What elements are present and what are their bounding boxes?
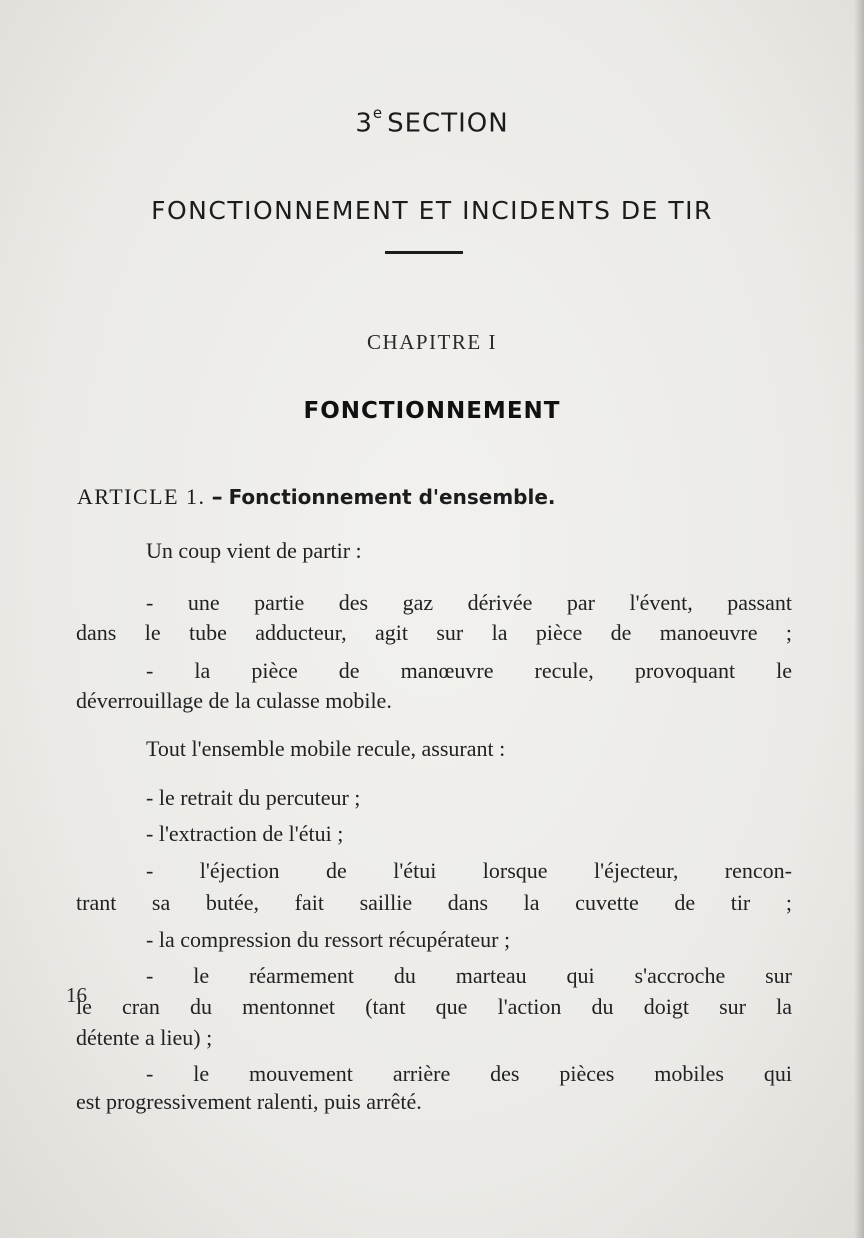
body-line: Un coup vient de partir : [146, 538, 362, 563]
article-title: Fonctionnement d'ensemble. [228, 485, 556, 509]
body-line: trant sa butée, fait saillie dans la cuvette de tir ; [76, 890, 792, 915]
article-dash: – [211, 485, 223, 510]
chapter-label: CHAPITRE I [367, 330, 497, 354]
page-title: FONCTIONNEMENT ET INCIDENTS DE TIR [151, 196, 713, 225]
title-divider [385, 251, 463, 254]
section-number: 3 [355, 108, 373, 139]
body-line: - le mouvement arrière des pièces mobiles qui [146, 1061, 792, 1086]
body-line: dans le tube adducteur, agit sur la pièce de manoeuvre ; [76, 620, 792, 645]
chapter-title: FONCTIONNEMENT [303, 398, 561, 424]
body-line: détente a lieu) ; [76, 1025, 213, 1050]
body-line: Tout l'ensemble mobile recule, assurant : [146, 736, 506, 761]
article-number: ARTICLE 1. [77, 484, 206, 509]
section-superscript: e [372, 104, 384, 122]
body-line: - l'extraction de l'étui ; [146, 821, 344, 846]
body-line: - l'éjection de l'étui lorsque l'éjecteur, rencon- [146, 858, 792, 883]
page-edge-shadow [854, 0, 864, 1238]
section-label: SECTION [387, 108, 509, 139]
body-line: - le retrait du percuteur ; [146, 785, 361, 810]
body-line: - une partie des gaz dérivée par l'évent, passant [146, 590, 792, 615]
section-heading [0, 104, 864, 139]
body-line: - la pièce de manœuvre recule, provoquant le [146, 658, 792, 683]
page-number: 16 [66, 983, 87, 1007]
body-line: le cran du mentonnet (tant que l'action du doigt sur la [76, 994, 792, 1019]
body-line: déverrouillage de la culasse mobile. [76, 688, 392, 713]
body-line: - la compression du ressort récupérateur ; [146, 927, 511, 952]
body-line: - le réarmement du marteau qui s'accroche sur [146, 963, 792, 988]
article-heading [77, 484, 556, 510]
body-line: est progressivement ralenti, puis arrêté. [76, 1089, 422, 1114]
